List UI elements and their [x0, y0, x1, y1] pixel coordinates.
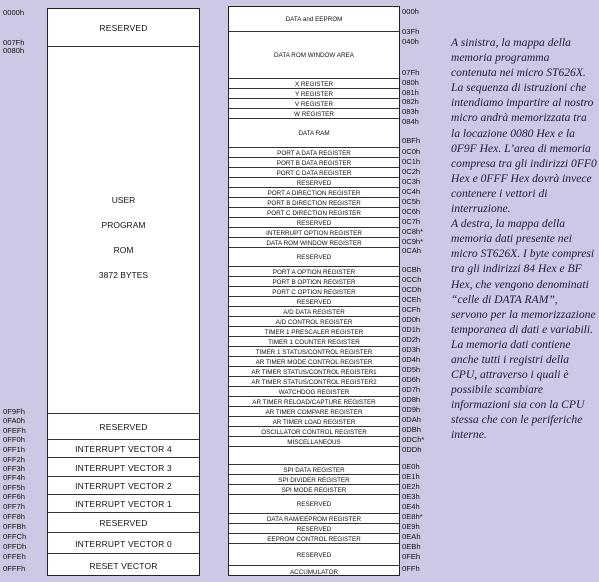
data-address-label: 0CBh [402, 265, 421, 274]
data-address-label: 083h [402, 107, 419, 116]
data-address-label: 0C1h [402, 157, 421, 166]
data-map-row: PORT B OPTION REGISTER [229, 276, 399, 287]
program-address-label: 0FFFh [3, 564, 26, 573]
data-address-label: 0D1h [402, 325, 421, 334]
data-map-row: SPI MODE REGISTER [229, 484, 399, 495]
program-address-label: 0FF1h [3, 445, 25, 454]
data-map-row: PORT A OPTION REGISTER [229, 266, 399, 277]
program-address-label: 0000h [3, 8, 25, 17]
data-map-row: DATA ROM WINDOW REGISTER [229, 237, 399, 248]
data-address-label: 0CEh [402, 295, 421, 304]
data-map-row: PORT C DIRECTION REGISTER [229, 207, 399, 218]
data-map-row: RESERVED [229, 494, 399, 514]
data-address-label: 0D7h [402, 385, 421, 394]
program-address-label: 0FFCh [3, 532, 27, 541]
program-map-row: RESERVED [48, 512, 199, 533]
data-map-row: AR TIMER RELOAD/CAPTURE REGISTER [229, 396, 399, 407]
data-address-label: 0CDh [402, 285, 422, 294]
data-map-row: RESERVED [229, 543, 399, 566]
data-map-row: PORT C OPTION REGISTER [229, 286, 399, 297]
data-map-row: DATA and EEPROM [285, 15, 343, 23]
figure-caption [451, 35, 597, 443]
data-map-row: DATA ROM WINDOW AREA [229, 31, 399, 79]
rom-label: ROM [113, 245, 134, 255]
program-address-label: 0FFBh [3, 522, 26, 531]
data-address-label: 0C3h [402, 177, 421, 186]
program-map-row: INTERRUPT VECTOR 0 [48, 532, 199, 554]
data-map-row: DATA RAM [229, 118, 399, 148]
program-address-label: 0FF0h [3, 435, 25, 444]
data-map-row: TIMER 1 PRESCALER REGISTER [229, 326, 399, 337]
program-map-row: RESET VECTOR [48, 553, 199, 578]
data-map-row: OSCILLATOR CONTROL REGISTER [229, 426, 399, 437]
data-address-label: 0D9h [402, 405, 421, 414]
data-map-row: EEPROM CONTROL REGISTER [229, 533, 399, 544]
program-map-row: RESERVED [99, 22, 148, 33]
data-map-row: TIMER 1 COUNTER REGISTER [229, 336, 399, 347]
data-address-label: 0DDh [402, 445, 422, 454]
data-map-row: AR TIMER COMPARE REGISTER [229, 406, 399, 417]
data-map-row: AR TIMER STATUS/CONTROL REGISTER1 [229, 366, 399, 377]
data-address-label: 0D3h [402, 345, 421, 354]
data-map-row: RESERVED [229, 217, 399, 228]
data-map-row [229, 446, 399, 465]
data-address-label: 0DAh [402, 415, 421, 424]
program-address-label: 0FF3h [3, 464, 25, 473]
data-map-row: RESERVED [229, 247, 399, 267]
data-map-row: Y REGISTER [229, 88, 399, 99]
data-map-row: DATA RAM/EEPROM REGISTER [229, 513, 399, 524]
program-address-label: 0080h [3, 46, 25, 55]
data-address-label: 0D4h [402, 355, 421, 364]
data-map-row: AR TIMER LOAD REGISTER [229, 416, 399, 427]
program-address-label: 0FEFh [3, 426, 26, 435]
data-map-row: PORT A DIRECTION REGISTER [229, 187, 399, 198]
data-map-row: ACCUMULATOR [229, 565, 399, 578]
program-address-label: 0FA0h [3, 416, 25, 425]
program-map-row: INTERRUPT VECTOR 3 [48, 457, 199, 477]
data-address-label: 0E0h [402, 462, 420, 471]
data-map-row: A/D CONTROL REGISTER [229, 316, 399, 327]
data-address-label: 0DBh [402, 425, 421, 434]
data-map-row: W REGISTER [229, 108, 399, 119]
data-address-label: 084h [402, 117, 419, 126]
data-map-row: PORT B DIRECTION REGISTER [229, 197, 399, 208]
data-address-label: 0C9h* [402, 237, 424, 246]
data-map-row: V REGISTER [229, 98, 399, 109]
data-address-label: 0C2h [402, 167, 421, 176]
program-map-row: RESERVED [48, 413, 199, 440]
data-map-row: AR TIMER MODE CONTROL REGISTER [229, 356, 399, 367]
data-address-label: 0C4h [402, 187, 421, 196]
program-address-label: 0FFDh [3, 542, 27, 551]
caption-paragraph-program-memory: A sinistra, la mappa della memoria programma contenuta nei micro ST626X. La sequenza di istruzioni che intendiamo impartire al nostro micro andrà memorizzata tra la locazione 0080 Hex e la 0F9F Hex. L’area di memoria compresa tra gli indirizzi 0FF0 Hex e 0FFF Hex dovrà invece contenere i vettori di interruzione. [451, 36, 597, 216]
data-address-label: 0E2h [402, 482, 420, 491]
program-label: PROGRAM [101, 220, 146, 230]
data-address-label: 0CCh [402, 275, 422, 284]
program-address-label: 0FFEh [3, 552, 26, 561]
data-address-label: 0CFh [402, 305, 421, 314]
data-address-label: 0C8h* [402, 227, 424, 236]
data-map-row: INTERRUPT OPTION REGISTER [229, 227, 399, 238]
data-address-label: 0E1h [402, 472, 420, 481]
data-address-label: 080h [402, 78, 419, 87]
data-map-row: WATCHDOG REGISTER [229, 386, 399, 397]
data-address-label: 0CAh [402, 246, 421, 255]
data-map-row: PORT B DATA REGISTER [229, 157, 399, 168]
program-address-label: 0FF5h [3, 483, 25, 492]
program-map-row: INTERRUPT VECTOR 2 [48, 476, 199, 495]
data-map-row: A/D DATA REGISTER [229, 306, 399, 317]
data-map-row: SPI DATA REGISTER [229, 464, 399, 475]
data-map-row: PORT C DATA REGISTER [229, 167, 399, 178]
data-address-label: 0EBh [402, 542, 421, 551]
program-address-label: 0F9Fh [3, 407, 25, 416]
data-address-label: 040h [402, 37, 419, 46]
data-address-label: 03Fh [402, 27, 420, 36]
data-address-label: 0C6h [402, 207, 421, 216]
data-map-row: TIMER 1 STATUS/CONTROL REGISTER [229, 346, 399, 357]
data-map-row: MISCELLANEOUS [229, 436, 399, 447]
data-address-label: 082h [402, 97, 419, 106]
data-map-row: SPI DIVIDER REGISTER [229, 474, 399, 485]
program-address-label: 007Fh [3, 38, 25, 47]
data-map-row: RESERVED [229, 523, 399, 534]
program-address-label: 0FF7h [3, 502, 25, 511]
data-memory-map [228, 6, 400, 576]
program-address-label: 0FF6h [3, 492, 25, 501]
data-map-row: X REGISTER [229, 78, 399, 89]
data-address-label: 0D6h [402, 375, 421, 384]
data-address-label: 0E4h [402, 502, 420, 511]
data-address-label: 0C7h [402, 217, 421, 226]
data-address-label: 000h [402, 7, 419, 16]
data-address-label: 0DCh* [402, 435, 425, 444]
data-address-label: 0E3h [402, 492, 420, 501]
program-address-label: 0FF4h [3, 473, 25, 482]
program-address-label: 0FF2h [3, 455, 25, 464]
data-map-row: RESERVED [229, 296, 399, 307]
data-address-label: 0D0h [402, 315, 421, 324]
user-label: USER [111, 195, 136, 205]
data-address-label: 0D2h [402, 335, 421, 344]
data-map-row: AR TIMER STATUS/CONTROL REGISTER2 [229, 376, 399, 387]
data-address-label: 0BFh [402, 136, 421, 145]
caption-paragraph-data-memory: A destra, la mappa della memoria dati presente nei micro ST626X. I byte compresi tra gli indirizzi 84 Hex e BF Hex, che vengono denominati “celle di DATA RAM”, servono per la memorizzazione temporanea di dati e variabili. La memoria dati contiene anche tutti i registri della CPU, attraverso i quali è possibile scambiare informazioni sia con la CPU stessa che con le periferiche interne. [451, 217, 596, 442]
data-address-label: 0E9h [402, 522, 420, 531]
data-map-row: PORT A DATA REGISTER [229, 147, 399, 158]
program-map-row: INTERRUPT VECTOR 4 [48, 439, 199, 458]
program-map-row: INTERRUPT VECTOR 1 [48, 494, 199, 513]
rom-size-label: 3872 BYTES [98, 270, 149, 280]
data-address-label: 0EAh [402, 532, 421, 541]
data-address-label: 081h [402, 88, 419, 97]
data-address-label: 0C0h [402, 147, 421, 156]
data-map-row: RESERVED [229, 177, 399, 188]
data-address-label: 0C5h [402, 197, 421, 206]
program-memory-map [47, 8, 200, 576]
data-address-label: 07Fh [402, 68, 420, 77]
data-address-label: 0D5h [402, 365, 421, 374]
user-program-rom-label [48, 195, 199, 295]
program-address-label: 0FF8h [3, 512, 25, 521]
data-address-label: 0D8h [402, 395, 421, 404]
data-address-label: 0E8h* [402, 512, 423, 521]
data-address-label: 0FFh [402, 564, 420, 573]
data-address-label: 0FEh [402, 552, 421, 561]
